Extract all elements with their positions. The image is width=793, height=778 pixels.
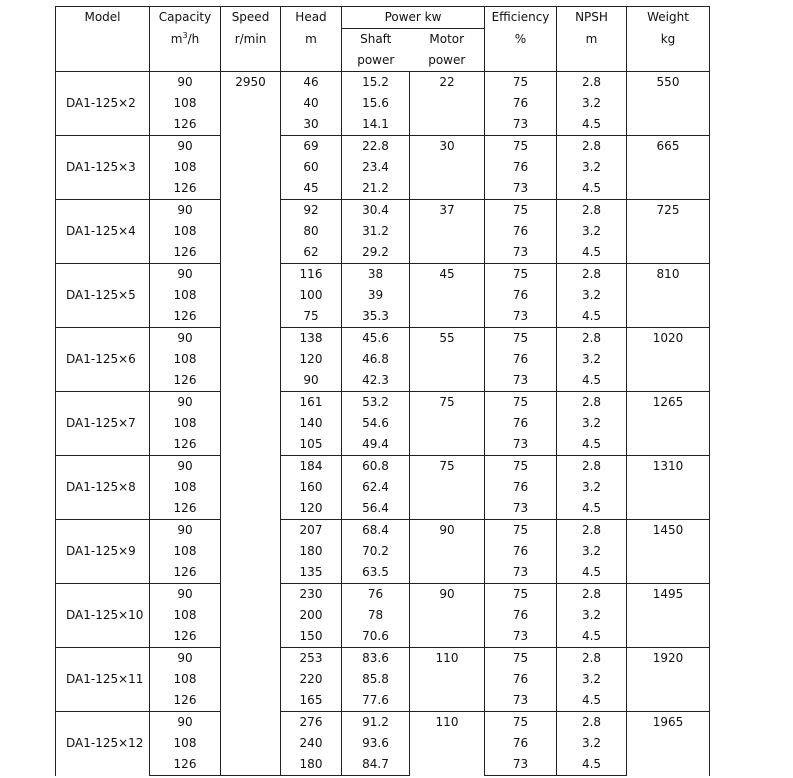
weight-cell: 1965 (627, 712, 710, 776)
motor-power-header-2: power (410, 50, 485, 72)
npsh-cell: 3.2 (557, 221, 627, 242)
spec-table-container (55, 6, 710, 776)
efficiency-cell: 76 (485, 349, 557, 370)
units-row-2 (56, 50, 710, 72)
table-row (56, 520, 710, 542)
capacity-cell: 90 (150, 136, 221, 158)
npsh-cell: 3.2 (557, 93, 627, 114)
motor-power-cell: 90 (410, 520, 485, 584)
shaft-power-cell: 76 (342, 584, 410, 606)
table-row (56, 562, 710, 584)
head-cell: 230 (281, 584, 342, 606)
shaft-power-cell: 23.4 (342, 157, 410, 178)
weight-cell: 665 (627, 136, 710, 200)
model-name-cell: DA1-125×6 (56, 328, 150, 392)
capacity-cell: 108 (150, 477, 221, 498)
capacity-cell: 126 (150, 114, 221, 136)
capacity-cell: 90 (150, 520, 221, 542)
shaft-power-cell: 42.3 (342, 370, 410, 392)
capacity-cell: 126 (150, 754, 221, 776)
capacity-cell: 90 (150, 264, 221, 286)
capacity-cell: 108 (150, 541, 221, 562)
efficiency-cell: 75 (485, 328, 557, 350)
weight-cell: 725 (627, 200, 710, 264)
table-row (56, 754, 710, 776)
efficiency-cell: 76 (485, 93, 557, 114)
capacity-cell: 108 (150, 221, 221, 242)
header-row (56, 7, 710, 29)
shaft-power-cell: 84.7 (342, 754, 410, 776)
capacity-cell: 90 (150, 648, 221, 670)
npsh-cell: 3.2 (557, 349, 627, 370)
shaft-power-cell: 31.2 (342, 221, 410, 242)
capacity-cell: 126 (150, 242, 221, 264)
npsh-cell: 3.2 (557, 413, 627, 434)
head-cell: 184 (281, 456, 342, 478)
table-row (56, 264, 710, 286)
shaft-power-cell: 21.2 (342, 178, 410, 200)
efficiency-unit: % (485, 29, 557, 51)
table-row (56, 392, 710, 414)
shaft-power-cell: 93.6 (342, 733, 410, 754)
head-cell: 207 (281, 520, 342, 542)
capacity-cell: 90 (150, 456, 221, 478)
shaft-power-header: Shaft (342, 29, 410, 51)
weight-cell: 810 (627, 264, 710, 328)
shaft-power-cell: 56.4 (342, 498, 410, 520)
table-row (56, 434, 710, 456)
table-row (56, 690, 710, 712)
motor-power-cell: 30 (410, 136, 485, 200)
shaft-power-cell: 70.6 (342, 626, 410, 648)
speed-unit: r/min (221, 29, 281, 51)
npsh-cell: 2.8 (557, 520, 627, 542)
head-cell: 120 (281, 498, 342, 520)
spec-table-body (56, 7, 710, 776)
npsh-cell: 2.8 (557, 136, 627, 158)
efficiency-cell: 75 (485, 72, 557, 94)
npsh-cell: 2.8 (557, 200, 627, 222)
capacity-cell: 108 (150, 285, 221, 306)
motor-power-cell: 110 (410, 648, 485, 712)
capacity-cell: 126 (150, 626, 221, 648)
capacity-cell: 90 (150, 392, 221, 414)
shaft-power-cell: 62.4 (342, 477, 410, 498)
capacity-cell: 108 (150, 605, 221, 626)
head-cell: 105 (281, 434, 342, 456)
npsh-cell: 3.2 (557, 157, 627, 178)
efficiency-cell: 73 (485, 754, 557, 776)
npsh-cell: 4.5 (557, 178, 627, 200)
table-row (56, 136, 710, 158)
head-cell: 116 (281, 264, 342, 286)
model-name-cell: DA1-125×5 (56, 264, 150, 328)
weight-cell: 1495 (627, 584, 710, 648)
head-cell: 150 (281, 626, 342, 648)
head-cell: 69 (281, 136, 342, 158)
head-cell: 180 (281, 541, 342, 562)
efficiency-cell: 75 (485, 200, 557, 222)
efficiency-cell: 73 (485, 370, 557, 392)
head-cell: 138 (281, 328, 342, 350)
efficiency-cell: 76 (485, 669, 557, 690)
npsh-cell: 2.8 (557, 392, 627, 414)
table-row (56, 456, 710, 478)
efficiency-cell: 76 (485, 541, 557, 562)
model-name-cell: DA1-125×11 (56, 648, 150, 712)
motor-power-cell: 45 (410, 264, 485, 328)
shaft-power-cell: 54.6 (342, 413, 410, 434)
capacity-cell: 126 (150, 370, 221, 392)
head-cell: 161 (281, 392, 342, 414)
capacity-cell: 126 (150, 690, 221, 712)
efficiency-cell: 73 (485, 626, 557, 648)
head-cell: 180 (281, 754, 342, 776)
efficiency-cell: 75 (485, 648, 557, 670)
efficiency-cell: 73 (485, 498, 557, 520)
capacity-cell: 108 (150, 413, 221, 434)
efficiency-cell: 75 (485, 392, 557, 414)
weight-cell: 550 (627, 72, 710, 136)
table-row (56, 648, 710, 670)
head-cell: 276 (281, 712, 342, 734)
npsh-cell: 4.5 (557, 562, 627, 584)
motor-power-cell: 90 (410, 584, 485, 648)
table-row (56, 328, 710, 350)
model-name-cell: DA1-125×12 (56, 712, 150, 776)
capacity-cell: 90 (150, 712, 221, 734)
table-row (56, 477, 710, 498)
npsh-cell: 4.5 (557, 434, 627, 456)
capacity-cell: 126 (150, 562, 221, 584)
motor-power-cell: 75 (410, 456, 485, 520)
table-row (56, 114, 710, 136)
shaft-power-cell: 77.6 (342, 690, 410, 712)
shaft-power-cell: 63.5 (342, 562, 410, 584)
head-cell: 120 (281, 349, 342, 370)
motor-power-cell: 75 (410, 392, 485, 456)
weight-cell: 1450 (627, 520, 710, 584)
npsh-cell: 2.8 (557, 456, 627, 478)
head-cell: 60 (281, 157, 342, 178)
head-cell: 140 (281, 413, 342, 434)
npsh-cell: 2.8 (557, 328, 627, 350)
npsh-cell: 4.5 (557, 690, 627, 712)
col-capacity-header: Capacity (150, 7, 221, 29)
shaft-power-cell: 30.4 (342, 200, 410, 222)
npsh-cell: 3.2 (557, 541, 627, 562)
head-cell: 92 (281, 200, 342, 222)
capacity-cell: 90 (150, 328, 221, 350)
shaft-power-cell: 46.8 (342, 349, 410, 370)
npsh-cell: 2.8 (557, 72, 627, 94)
shaft-power-cell: 60.8 (342, 456, 410, 478)
table-row (56, 349, 710, 370)
table-row (56, 200, 710, 222)
efficiency-cell: 73 (485, 690, 557, 712)
table-row (56, 498, 710, 520)
capacity-cell: 108 (150, 733, 221, 754)
model-name-cell: DA1-125×7 (56, 392, 150, 456)
npsh-cell: 3.2 (557, 285, 627, 306)
npsh-cell: 3.2 (557, 477, 627, 498)
npsh-cell: 4.5 (557, 498, 627, 520)
weight-unit: kg (627, 29, 710, 51)
motor-power-cell: 55 (410, 328, 485, 392)
table-row (56, 669, 710, 690)
table-row (56, 541, 710, 562)
model-name-cell: DA1-125×3 (56, 136, 150, 200)
head-cell: 160 (281, 477, 342, 498)
table-row (56, 733, 710, 754)
shaft-power-cell: 83.6 (342, 648, 410, 670)
capacity-cell: 126 (150, 498, 221, 520)
weight-cell: 1920 (627, 648, 710, 712)
table-row (56, 605, 710, 626)
npsh-cell: 4.5 (557, 626, 627, 648)
capacity-cell: 108 (150, 157, 221, 178)
shaft-power-cell: 29.2 (342, 242, 410, 264)
table-row (56, 93, 710, 114)
model-name-cell: DA1-125×9 (56, 520, 150, 584)
pump-spec-table (55, 6, 710, 776)
col-model-header: Model (56, 7, 150, 29)
table-row (56, 285, 710, 306)
npsh-cell: 4.5 (557, 306, 627, 328)
head-cell: 100 (281, 285, 342, 306)
table-row (56, 178, 710, 200)
table-row (56, 712, 710, 734)
table-row (56, 242, 710, 264)
efficiency-cell: 75 (485, 584, 557, 606)
speed-cell: 2950 (221, 72, 281, 776)
table-row (56, 306, 710, 328)
efficiency-cell: 75 (485, 456, 557, 478)
head-cell: 30 (281, 114, 342, 136)
head-cell: 90 (281, 370, 342, 392)
head-cell: 165 (281, 690, 342, 712)
table-row (56, 626, 710, 648)
head-cell: 135 (281, 562, 342, 584)
capacity-unit: $m^3/h$ (150, 29, 221, 51)
motor-power-cell: 22 (410, 72, 485, 136)
npsh-cell: 3.2 (557, 669, 627, 690)
efficiency-cell: 73 (485, 306, 557, 328)
npsh-cell: 4.5 (557, 114, 627, 136)
shaft-power-header-2: power (342, 50, 410, 72)
efficiency-cell: 75 (485, 136, 557, 158)
efficiency-cell: 73 (485, 562, 557, 584)
head-cell: 40 (281, 93, 342, 114)
weight-cell: 1310 (627, 456, 710, 520)
capacity-cell: 90 (150, 200, 221, 222)
table-row (56, 413, 710, 434)
capacity-cell: 90 (150, 584, 221, 606)
table-row (56, 370, 710, 392)
shaft-power-cell: 38 (342, 264, 410, 286)
npsh-cell: 2.8 (557, 584, 627, 606)
efficiency-cell: 76 (485, 477, 557, 498)
head-cell: 75 (281, 306, 342, 328)
motor-power-cell: 110 (410, 712, 485, 776)
capacity-cell: 126 (150, 306, 221, 328)
capacity-cell: 108 (150, 349, 221, 370)
head-cell: 62 (281, 242, 342, 264)
shaft-power-cell: 53.2 (342, 392, 410, 414)
shaft-power-cell: 22.8 (342, 136, 410, 158)
units-row (56, 29, 710, 51)
model-name-cell: DA1-125×4 (56, 200, 150, 264)
table-row (56, 584, 710, 606)
head-cell: 80 (281, 221, 342, 242)
npsh-cell: 2.8 (557, 264, 627, 286)
model-name-cell: DA1-125×2 (56, 72, 150, 136)
capacity-cell: 108 (150, 669, 221, 690)
shaft-power-cell: 70.2 (342, 541, 410, 562)
table-row (56, 72, 710, 94)
col-power-header: Power kw (342, 7, 485, 29)
efficiency-cell: 75 (485, 712, 557, 734)
col-efficiency-header: Efficiency (485, 7, 557, 29)
efficiency-cell: 76 (485, 157, 557, 178)
efficiency-cell: 73 (485, 114, 557, 136)
efficiency-cell: 76 (485, 285, 557, 306)
table-row (56, 221, 710, 242)
shaft-power-cell: 45.6 (342, 328, 410, 350)
shaft-power-cell: 78 (342, 605, 410, 626)
npsh-unit: m (557, 29, 627, 51)
head-cell: 45 (281, 178, 342, 200)
col-npsh-header: NPSH (557, 7, 627, 29)
weight-cell: 1020 (627, 328, 710, 392)
shaft-power-cell: 14.1 (342, 114, 410, 136)
npsh-cell: 2.8 (557, 648, 627, 670)
shaft-power-cell: 35.3 (342, 306, 410, 328)
head-unit: m (281, 29, 342, 51)
npsh-cell: 2.8 (557, 712, 627, 734)
model-name-cell: DA1-125×8 (56, 456, 150, 520)
shaft-power-cell: 91.2 (342, 712, 410, 734)
capacity-cell: 90 (150, 72, 221, 94)
shaft-power-cell: 39 (342, 285, 410, 306)
efficiency-cell: 76 (485, 733, 557, 754)
efficiency-cell: 76 (485, 413, 557, 434)
capacity-cell: 126 (150, 434, 221, 456)
capacity-cell: 108 (150, 93, 221, 114)
head-cell: 200 (281, 605, 342, 626)
shaft-power-cell: 15.6 (342, 93, 410, 114)
shaft-power-cell: 85.8 (342, 669, 410, 690)
motor-power-header: Motor (410, 29, 485, 51)
efficiency-cell: 76 (485, 605, 557, 626)
col-weight-header: Weight (627, 7, 710, 29)
shaft-power-cell: 15.2 (342, 72, 410, 94)
efficiency-cell: 75 (485, 264, 557, 286)
efficiency-cell: 76 (485, 221, 557, 242)
npsh-cell: 4.5 (557, 754, 627, 776)
npsh-cell: 3.2 (557, 733, 627, 754)
efficiency-cell: 73 (485, 242, 557, 264)
weight-cell: 1265 (627, 392, 710, 456)
head-cell: 220 (281, 669, 342, 690)
head-cell: 253 (281, 648, 342, 670)
head-cell: 240 (281, 733, 342, 754)
motor-power-cell: 37 (410, 200, 485, 264)
col-head-header: Head (281, 7, 342, 29)
efficiency-cell: 73 (485, 434, 557, 456)
shaft-power-cell: 68.4 (342, 520, 410, 542)
col-speed-header: Speed (221, 7, 281, 29)
npsh-cell: 4.5 (557, 370, 627, 392)
efficiency-cell: 73 (485, 178, 557, 200)
npsh-cell: 4.5 (557, 242, 627, 264)
shaft-power-cell: 49.4 (342, 434, 410, 456)
table-row (56, 157, 710, 178)
capacity-cell: 126 (150, 178, 221, 200)
model-name-cell: DA1-125×10 (56, 584, 150, 648)
head-cell: 46 (281, 72, 342, 94)
efficiency-cell: 75 (485, 520, 557, 542)
npsh-cell: 3.2 (557, 605, 627, 626)
